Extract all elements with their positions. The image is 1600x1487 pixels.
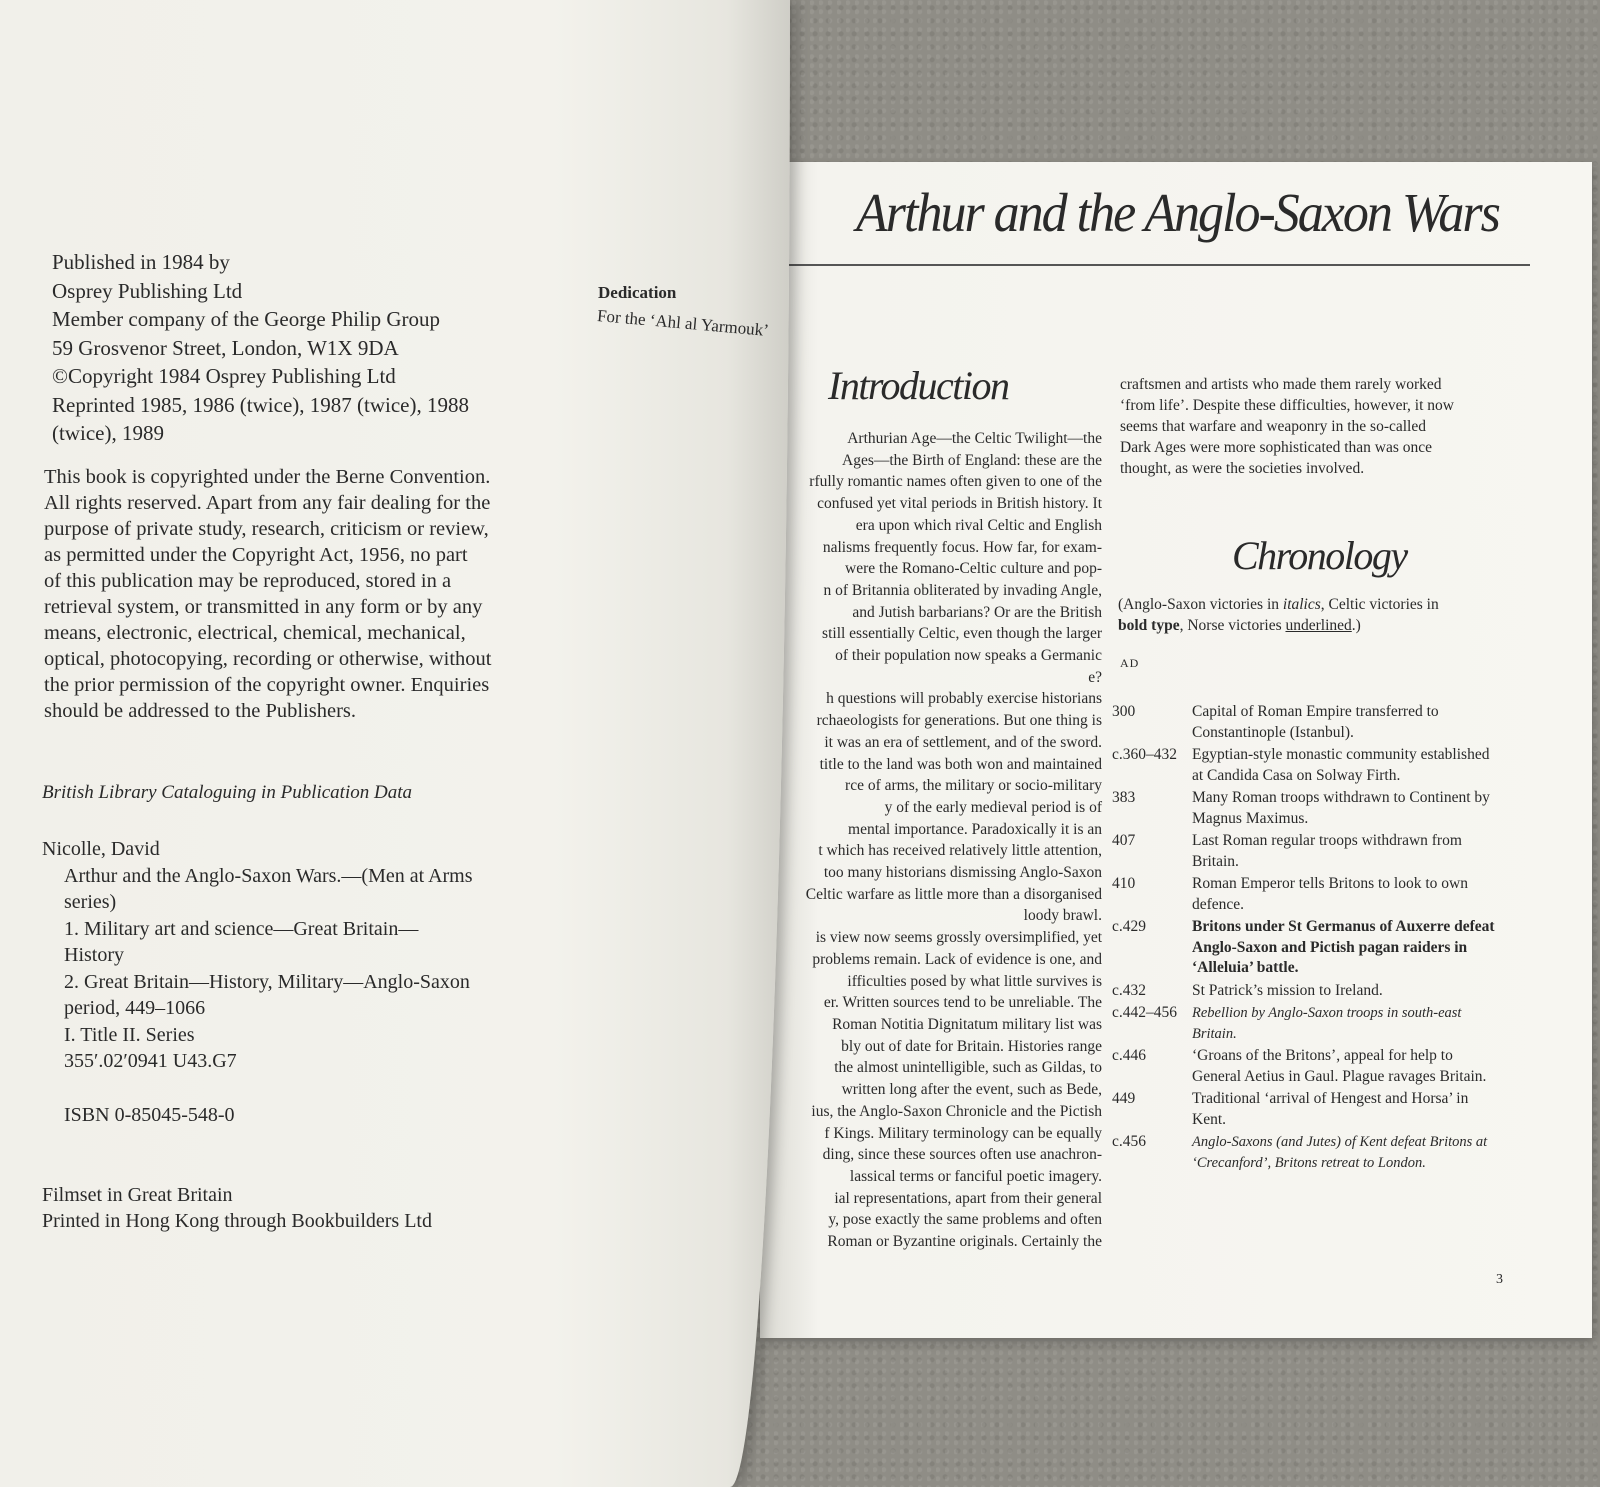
cip-line: series): [64, 891, 117, 913]
intro-line: Roman or Byzantine originals. Certainly the: [827, 1233, 1102, 1251]
copyright-line: should be addressed to the Publishers.: [44, 700, 357, 722]
intro-line: nalisms frequently focus. How far, for exam-: [822, 538, 1102, 556]
right-page: [760, 162, 1592, 1338]
chronology-year: 300: [1112, 703, 1136, 720]
intro-line: er. Written sources tend to be unreliable. The: [823, 994, 1102, 1012]
chronology-year: 383: [1112, 789, 1136, 806]
intro-line: too many historians dismissing Anglo-Saxon: [823, 864, 1102, 882]
intro-line: Roman Notitia Dignitatum military list was: [832, 1015, 1102, 1033]
copyright-line: of this publication may be reproduced, stored in a: [44, 570, 452, 592]
left-page: [0, 0, 790, 1487]
chronology-entry: [1112, 1003, 1502, 1044]
intro-line: rce of arms, the military or socio-military: [845, 777, 1102, 795]
intro-line: n of Britannia obliterated by invading Angle,: [823, 581, 1102, 599]
dedication-text: For the ‘Ahl al Yarmouk’: [596, 306, 770, 340]
legend-text: , Celtic victories in: [1320, 596, 1439, 613]
copyright-line: All rights reserved. Apart from any fair dealing for the: [44, 492, 491, 514]
chronology-event: Anglo-Saxons (and Jutes) of Kent defeat Britons at ‘Crecanford’, Britons retreat to London.: [1192, 1134, 1488, 1171]
chronology-event: Britons under St Germanus of Auxerre defeat Anglo-Saxon and Pictish pagan raiders in ‘Alleluia’ battle.: [1192, 918, 1495, 976]
intro-line: mental importance. Paradoxically it is an: [848, 820, 1102, 838]
intro-line: it was an era of settlement, and of the sword.: [824, 733, 1102, 751]
chronology-year: 449: [1112, 1090, 1136, 1107]
introduction-heading: Introduction: [828, 363, 1009, 408]
title-rule: [760, 264, 1530, 266]
intro-line: written long after the event, such as Bede,: [841, 1081, 1102, 1099]
copyright-line: This book is copyrighted under the Berne Convention.: [44, 466, 491, 488]
chronology-year: c.446: [1112, 1047, 1147, 1064]
intro-line: era upon which rival Celtic and English: [855, 516, 1102, 534]
chronology-year: c.360–432: [1112, 746, 1178, 763]
copyright-line: the prior permission of the copyright owner. Enquiries: [44, 674, 490, 696]
chronology-year: c.429: [1112, 918, 1147, 935]
introduction-continued-text: [1120, 374, 1454, 479]
intro-line: the almost unintelligible, such as Gildas, to: [834, 1059, 1102, 1077]
cip-line: 355′.02′0941 U43.G7: [64, 1050, 237, 1072]
imprint-line: ©Copyright 1984 Osprey Publishing Ltd: [52, 364, 396, 388]
chronology-entry: [1112, 745, 1502, 786]
intro-line: h questions will probably exercise historians: [826, 690, 1102, 708]
chronology-entry: [1112, 874, 1502, 915]
introduction-text: [762, 428, 1102, 1253]
cip-line: 1. Military art and science—Great Britain—: [64, 917, 419, 940]
cip-line: I. Title II. Series: [64, 1023, 195, 1046]
chronology-entry: [1112, 702, 1502, 743]
book-title: Arthur and the Anglo-Saxon Wars: [856, 183, 1499, 244]
intro-line: Celtic warfare as little more than a disorganised: [805, 885, 1102, 903]
cip-data: [42, 836, 473, 1075]
intro-line: Ages—the Birth of England: these are the: [842, 451, 1102, 469]
cip-line: History: [64, 944, 124, 966]
chronology-legend: [1118, 594, 1439, 636]
intro-line: confused yet vital periods in British history. It: [817, 495, 1102, 513]
cip-line: period, 449–1066: [64, 997, 206, 1019]
filmset-line: Filmset in Great Britain: [42, 1184, 233, 1206]
printed-line: Printed in Hong Kong through Bookbuilders Ltd: [42, 1210, 432, 1232]
intro-line: lassical terms or fanciful poetic imagery.: [849, 1167, 1102, 1185]
intro-line: title to the land was both won and maintained: [819, 755, 1102, 773]
intro-line: t which has received relatively little attention,: [818, 842, 1102, 860]
intro-line: ius, the Anglo-Saxon Chronicle and the Pictish: [811, 1102, 1102, 1120]
chronology-event: Rebellion by Anglo-Saxon troops in south-east Britain.: [1192, 1005, 1462, 1042]
chronology-entry: [1112, 788, 1502, 829]
cip-heading: British Library Cataloguing in Publication Data: [42, 782, 412, 803]
chronology-year: c.442–456: [1112, 1004, 1178, 1021]
intro-line: e?: [1088, 668, 1102, 686]
imprint-line: Reprinted 1985, 1986 (twice), 1987 (twice), 1988: [52, 392, 469, 417]
chronology-entry: [1112, 917, 1502, 979]
copyright-line: optical, photocopying, recording or otherwise, without: [44, 648, 492, 670]
legend-underlined: underlined: [1285, 617, 1352, 634]
intro-line: rfully romantic names often given to one of the: [809, 473, 1102, 491]
chronology-year: c.432: [1112, 981, 1147, 999]
chronology-entry: [1112, 831, 1502, 872]
cip-author: Nicolle, David: [42, 838, 160, 860]
intro-line: rchaeologists for generations. But one thing is: [816, 712, 1102, 730]
intro-continued-line: seems that warfare and weaponry in the so-called: [1120, 418, 1426, 435]
intro-line: were the Romano-Celtic culture and pop-: [845, 560, 1102, 578]
print-info: [42, 1182, 432, 1234]
imprint-line: 59 Grosvenor Street, London, W1X 9DA: [52, 335, 399, 360]
legend-italics: italics: [1282, 596, 1321, 613]
chronology-event: Capital of Roman Empire transferred to Constantinople (Istanbul).: [1192, 703, 1439, 741]
chronology-event: Traditional ‘arrival of Hengest and Horsa’ in Kent.: [1192, 1090, 1469, 1128]
legend-text: .): [1351, 617, 1361, 634]
cip-line: Arthur and the Anglo-Saxon Wars.—(Men at Arms: [64, 864, 473, 887]
page-number: 3: [1496, 1272, 1503, 1287]
publisher-imprint: [52, 248, 469, 448]
imprint-line: Published in 1984 by: [52, 250, 230, 274]
chronology-year: 407: [1112, 832, 1136, 849]
isbn: ISBN 0-85045-548-0: [64, 1104, 235, 1126]
intro-line: problems remain. Lack of evidence is one, and: [812, 950, 1102, 968]
intro-continued-line: ‘from life’. Despite these difficulties, however, it now: [1120, 397, 1454, 414]
chronology-entry: [1112, 1046, 1502, 1087]
intro-line: is view now seems grossly oversimplified, yet: [815, 929, 1102, 947]
cip-line: 2. Great Britain—History, Military—Anglo-Saxon: [64, 970, 470, 993]
intro-line: and Jutish barbarians? Or are the British: [852, 603, 1102, 621]
ad-label: AD: [1120, 656, 1140, 670]
chronology-event: Many Roman troops withdrawn to Continent by Magnus Maximus.: [1192, 789, 1490, 827]
chronology-event: St Patrick’s mission to Ireland.: [1192, 981, 1383, 999]
intro-line: Arthurian Age—the Celtic Twilight—the: [847, 430, 1102, 447]
intro-line: ial representations, apart from their general: [834, 1189, 1102, 1207]
copyright-notice: [44, 464, 584, 724]
chronology-heading: Chronology: [1232, 533, 1407, 578]
intro-line: f Kings. Military terminology can be equally: [824, 1124, 1102, 1142]
chronology-event: Roman Emperor tells Britons to look to own defence.: [1192, 875, 1468, 913]
intro-continued-line: craftsmen and artists who made them rarely worked: [1120, 376, 1442, 393]
chronology-year: 410: [1112, 875, 1136, 892]
chronology-year: c.456: [1112, 1133, 1147, 1150]
intro-continued-line: thought, as were the societies involved.: [1120, 460, 1365, 477]
legend-text: (Anglo-Saxon victories in: [1118, 596, 1283, 613]
imprint-line: Osprey Publishing Ltd: [52, 278, 243, 303]
copyright-line: retrieval system, or transmitted in any form or by any: [44, 596, 483, 618]
intro-line: loody brawl.: [1023, 907, 1102, 925]
chronology-entry: [1112, 981, 1502, 1002]
imprint-line: (twice), 1989: [52, 421, 164, 445]
imprint-line: Member company of the George Philip Group: [52, 307, 441, 331]
legend-bold: bold type: [1118, 617, 1180, 634]
intro-line: ifficulties posed by what little survives is: [847, 972, 1102, 990]
chronology-event: ‘Groans of the Britons’, appeal for help to General Aetius in Gaul. Plague ravages Britain.: [1192, 1047, 1487, 1085]
intro-line: y of the early medieval period is of: [884, 798, 1102, 816]
intro-line: of their population now speaks a Germanic: [835, 647, 1102, 665]
intro-continued-line: Dark Ages were more sophisticated than was once: [1120, 439, 1433, 456]
dedication-title: Dedication: [598, 283, 677, 302]
copyright-line: means, electronic, electrical, chemical, mechanical,: [44, 622, 466, 644]
chronology-event: Egyptian-style monastic community established at Candida Casa on Solway Firth.: [1192, 746, 1490, 784]
chronology-entry: [1112, 1132, 1502, 1173]
chronology-entry: [1112, 1089, 1502, 1130]
chronology-event: Last Roman regular troops withdrawn from Britain.: [1192, 832, 1462, 870]
intro-line: still essentially Celtic, even though the larger: [822, 625, 1102, 643]
chronology-list: [1112, 702, 1502, 1175]
intro-line: bly out of date for Britain. Histories range: [841, 1037, 1102, 1055]
intro-line: ding, since these sources often use anachron-: [822, 1146, 1102, 1164]
intro-line: y, pose exactly the same problems and often: [828, 1211, 1102, 1229]
legend-text: , Norse victories: [1179, 617, 1286, 634]
copyright-line: purpose of private study, research, criticism or review,: [44, 518, 489, 540]
copyright-line: as permitted under the Copyright Act, 1956, no part: [44, 544, 468, 566]
